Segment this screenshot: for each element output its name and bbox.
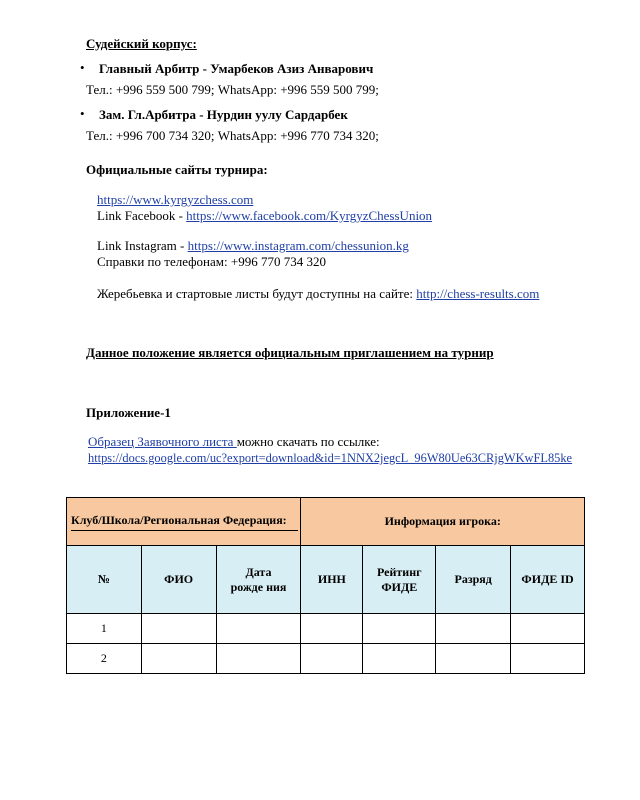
table-cell[interactable]	[363, 644, 436, 674]
table-cell[interactable]	[301, 644, 363, 674]
table-cell[interactable]	[301, 614, 363, 644]
form-template-link[interactable]: Образец Заявочного листа	[88, 434, 237, 449]
table-cell[interactable]	[141, 644, 216, 674]
table-cell[interactable]	[216, 614, 301, 644]
sites-heading: Официальные сайты турнира:	[86, 162, 268, 177]
table-row	[67, 614, 585, 644]
column-header: №	[67, 546, 142, 614]
instagram-prefix: Link Instagram -	[97, 238, 188, 253]
chief-arbiter-contacts: Тел.: +996 559 500 799; WhatsApp: +996 559 500 799;	[86, 82, 379, 97]
column-header: ФИДЕ ID	[511, 546, 585, 614]
draw-prefix: Жеребьевка и стартовые листы будут доступны на сайте:	[97, 286, 417, 301]
facebook-prefix: Link Facebook -	[97, 208, 187, 223]
column-header: Рейтинг ФИДЕ	[363, 546, 436, 614]
table-cell[interactable]	[141, 614, 216, 644]
column-header: Дата рожде ния	[216, 546, 301, 614]
table-row	[67, 644, 585, 674]
table-cell[interactable]	[216, 644, 301, 674]
phone-info: Справки по телефонам: +996 770 734 320	[97, 254, 326, 269]
column-header: ИНН	[301, 546, 363, 614]
registration-table	[66, 497, 585, 674]
deputy-arbiter-contacts: Тел.: +996 700 734 320; WhatsApp: +996 770 734 320;	[86, 128, 379, 143]
appendix-heading: Приложение-1	[86, 405, 171, 420]
instagram-line	[97, 238, 409, 254]
bullet-icon: •	[80, 60, 85, 75]
table-cell[interactable]	[511, 644, 585, 674]
draw-line	[97, 286, 539, 302]
facebook-link[interactable]: https://www.facebook.com/KyrgyzChessUnion	[186, 208, 433, 223]
player-info-header: Информация игрока:	[301, 498, 585, 546]
main-site-link[interactable]: https://www.kyrgyzchess.com	[97, 192, 254, 207]
chess-results-link[interactable]: http://chess-results.com	[416, 286, 540, 301]
form-line	[88, 434, 380, 450]
form-suffix: можно скачать по ссылке:	[236, 434, 380, 449]
chief-arbiter-title: Главный Арбитр - Умарбеков Азиз Анварович	[99, 61, 374, 76]
instagram-link[interactable]: https://www.instagram.com/chessunion.kg	[187, 238, 409, 253]
deputy-arbiter-title: Зам. Гл.Арбитра - Нурдин уулу Сардарбек	[99, 107, 348, 122]
table-cell[interactable]	[436, 614, 511, 644]
column-header: Разряд	[436, 546, 511, 614]
table-cell[interactable]	[363, 614, 436, 644]
table-cell[interactable]	[511, 614, 585, 644]
invitation-statement: Данное положение является официальным приглашением на турнир	[86, 345, 494, 360]
table-cell: 1	[67, 614, 142, 644]
table-cell[interactable]	[436, 644, 511, 674]
bullet-icon: •	[80, 106, 85, 121]
column-header: ФИО	[141, 546, 216, 614]
club-header: Клуб/Школа/Региональная Федерация:	[71, 513, 298, 531]
table-cell: 2	[67, 644, 142, 674]
judges-heading: Судейский корпус:	[86, 36, 197, 51]
facebook-line	[97, 208, 432, 224]
club-header-cell	[67, 498, 301, 546]
form-download-link[interactable]: https://docs.google.com/uc?export=download&id=1NNX2jegcL_96W80Ue63CRjgWKwFL85ke	[88, 451, 573, 465]
